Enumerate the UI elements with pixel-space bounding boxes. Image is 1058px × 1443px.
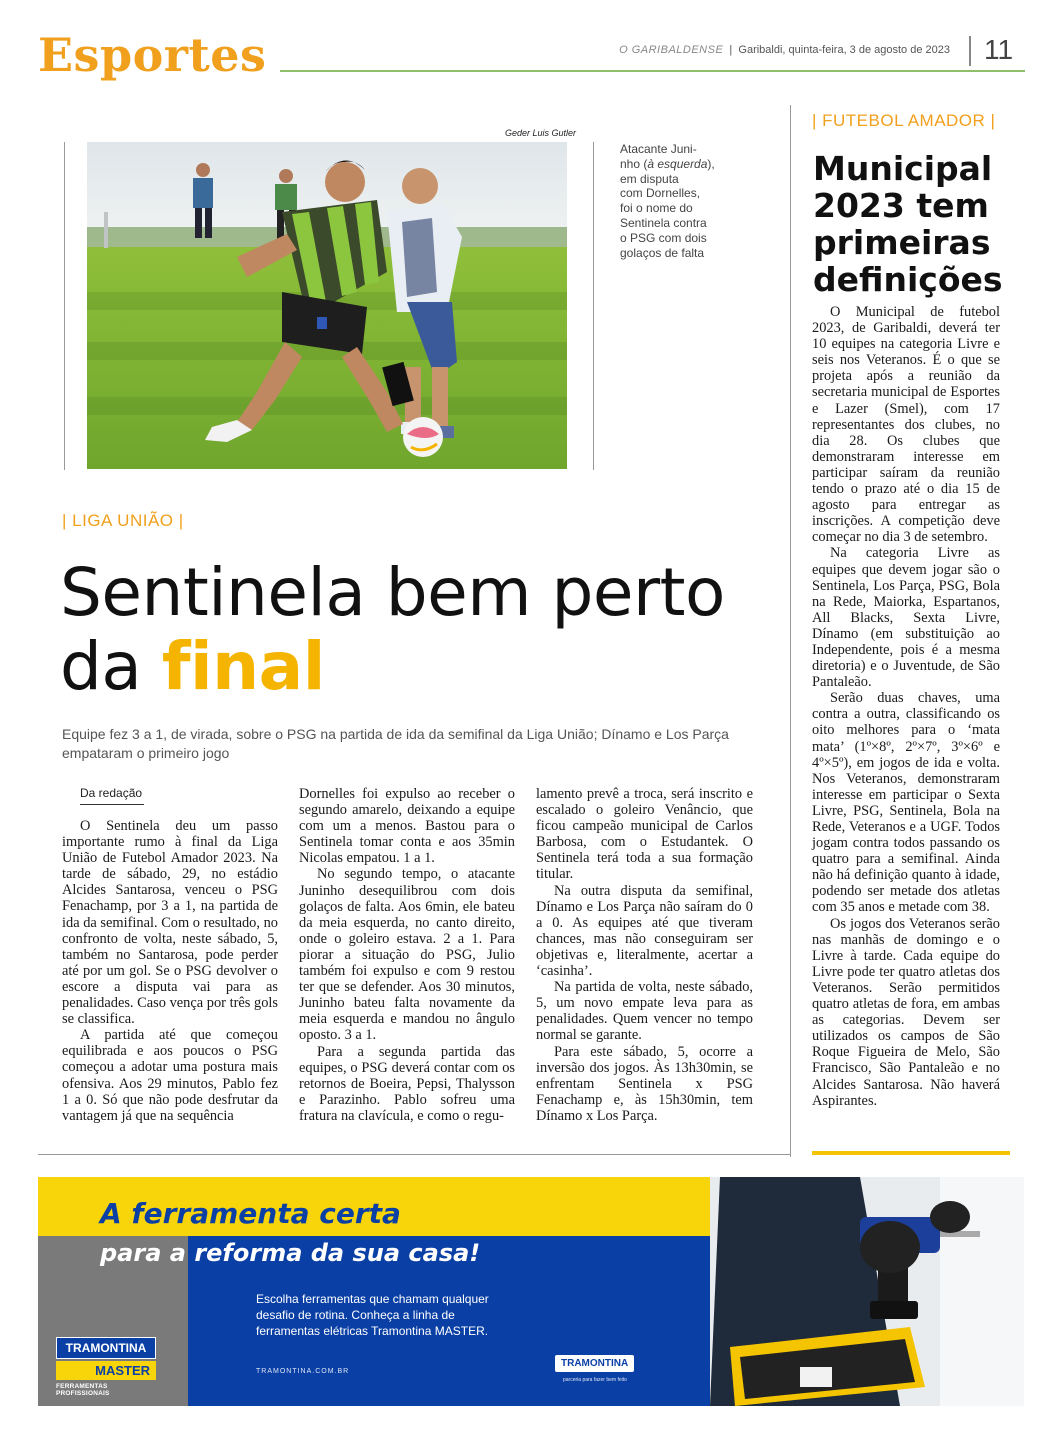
dateline: Garibaldi, quinta-feira, 3 de agosto de 2023: [738, 44, 950, 56]
page-number: 11: [984, 34, 1014, 65]
paragraph: No segundo tempo, o atacante Juninho desequilibrou com dois golaços de falta. Aos 6min, ele bateu da meia esquerda, no canto direito, onde o goleiro estava. 2 a 1. Para piorar a situação do PSG, Julio também foi expulso e com 9 restou ter que se defender. Aos 30 minutos, Juninho bateu falta novamente da meia esquerda e mandou no ângulo oposto. 3 a 1.: [299, 866, 515, 1044]
byline: Da redação: [80, 786, 143, 800]
section-title: Esportes: [38, 28, 267, 82]
article-subhead: Equipe fez 3 a 1, de virada, sobre o PSG na partida de ida da semifinal da Liga União; Dínamo e Los Parça empataram o primeiro jogo: [62, 726, 729, 761]
photo-frame-right: [593, 142, 594, 470]
headline-highlight: final: [161, 628, 325, 705]
caption-text-6: foi o nome do: [620, 201, 693, 216]
article-bottom-rule: [38, 1154, 790, 1155]
ad-headline-2: para a reforma da sua casa!: [100, 1239, 481, 1267]
paragraph: A partida até que começou equilibrada e aos poucos o PSG começou a adotar uma postura mais ofensiva. Aos 29 minutos, Pablo fez 1 a 0. Só que não pode desfrutar da vantagem já que na sequência: [62, 1027, 278, 1124]
meta-separator: |: [726, 44, 739, 56]
photo-caption: [620, 142, 720, 260]
tramontina-advertisement[interactable]: [38, 1177, 1024, 1406]
newspaper-name: O GARIBALDENSE: [619, 44, 724, 56]
sidebar-headline: [813, 150, 1003, 298]
caption-text-1: Atacante Juni-: [620, 142, 697, 156]
logo-master: MASTER: [56, 1361, 156, 1380]
caption-text-2: nho (: [620, 156, 648, 171]
sidebar-headline-line: primeiras: [813, 223, 991, 262]
paragraph: Para este sábado, 5, ocorre a inversão dos jogos. Às 13h30min, se enfrentam Sentinela x PSG Fenachamp e, às 15h30min, tem Dínamo x Los Parça.: [536, 1043, 753, 1124]
logo-subtitle: FERRAMENTAS PROFISSIONAIS: [56, 1383, 110, 1397]
sidebar-headline-line: definições: [813, 260, 1003, 299]
caption-text-5: com Dornelles,: [620, 186, 701, 201]
caption-text-8: o PSG com dois: [620, 230, 707, 245]
sidebar-headline-line: Municipal: [813, 149, 993, 188]
paragraph: Na partida de volta, neste sábado, 5, um novo empate leva para as penalidades. Quem vencer no tempo normal se garante.: [536, 979, 753, 1044]
headline-line-1: Sentinela bem perto: [60, 554, 725, 631]
photo-frame-left: [64, 142, 65, 470]
header-meta: [619, 44, 950, 56]
caption-text-4: em disputa: [620, 171, 679, 186]
paragraph: Na categoria Livre as equipes que devem jogar são o Sentinela, Los Parça, PSG, Bola na Rede, Maiorka, Espartanos, All Blacks, Sexta Livre, Dínamo (em substituição ao Independente, pois é a mesma diretoria) e o Juventude, de São Pantaleão.: [812, 545, 1000, 691]
article-headline: [60, 556, 725, 704]
byline-rule: [80, 804, 144, 805]
caption-text-italic: à esquerda: [647, 156, 708, 171]
header-rule: [280, 70, 1025, 72]
caption-text-7: Sentinela contra: [620, 215, 707, 230]
ad-url[interactable]: TRAMONTINA.COM.BR: [256, 1368, 350, 1375]
drill-worker-photo: [710, 1177, 1024, 1406]
column-divider: [790, 105, 791, 1157]
sidebar-headline-line: 2023 tem: [813, 186, 989, 225]
headline-line-2: [60, 630, 725, 704]
ad-headline-1: A ferramenta certa: [100, 1197, 401, 1230]
article-column-3: [536, 786, 753, 1124]
photo-credit: Geder Luis Gutler: [505, 128, 577, 138]
sidebar-kicker: | FUTEBOL AMADOR |: [812, 111, 996, 130]
paragraph: O Sentinela deu um passo importante rumo à final da Liga União de Futebol Amador 2023. Na tarde de sábado, 29, no estádio Alcides Santarosa, venceu o PSG Fenachamp, por 3 a 1, na partida de ida da semifinal. Com o resultado, no confronto de volta, neste sábado, 5, também no Santarosa, pode perder até por um gol. Se o PSG devolver o escore a disputa vai para as penalidades. Caso vença por três gols se classifica.: [62, 818, 278, 1028]
tramontina-master-logo: [56, 1337, 156, 1397]
caption-text-9: golaços de falta: [620, 245, 705, 260]
tramontina-tagline: parceria para fazer bem feito: [563, 1377, 627, 1383]
paragraph: Na outra disputa da semifinal, Dínamo e Los Parça não saíram do 0 a 0. As equipes até que tiveram chances, mas não conseguiram ser objetivas e, literalmente, acertar a ‘casinha’.: [536, 882, 753, 980]
paragraph: Para a segunda partida das equipes, o PSG deverá contar com os retornos de Boeira, Pepsi, Thalysson e Parazinho. Pablo sofreu uma fratura na clavícula, e como o regu-: [299, 1043, 515, 1124]
article-column-1: [62, 818, 278, 1124]
paragraph: O Municipal de futebol 2023, de Garibaldi, deverá ter 10 equipes na categoria Livre e seis nos Veteranos. É o que se projeta após a reunião da secretaria municipal de Esportes e Lazer (Smel), com 17 representantes dos clubes, no dia 28. Os clubes que demonstraram interesse em participar saíram da reunião tendo o prazo até o dia 15 de agosto para entregar as inscrições. A competição deve começar no dia 3 de setembro.: [812, 304, 1000, 546]
headline-plain: da: [60, 628, 162, 705]
paragraph: Dornelles foi expulso ao receber o segundo amarelo, deixando a equipe com um a menos. Bastou para o Sentinela tomar conta e aos 35min Nicolas empatou. 1 a 1.: [299, 786, 515, 867]
match-photo: [87, 142, 567, 469]
paragraph: Os jogos dos Veteranos serão nas manhãs de domingo e o Livre à tarde. Cada equipe do Livre pode ter quatro atletas dos Veteranos. Serão permitidos quatro atletas de fora, em ambas as categorias. Devem ser utilizados os campos de São Roque Figueira de Melo, São Francisco, São Pantaleão e no Alcides Santarosa. Não haverá Aspirantes.: [812, 915, 1000, 1109]
sidebar-column: [812, 304, 1000, 1109]
sidebar-bottom-rule: [812, 1151, 1010, 1155]
page-number-divider: [969, 36, 971, 66]
article-column-2: [299, 786, 515, 1124]
tramontina-logo: TRAMONTINA: [555, 1355, 634, 1372]
paragraph: lamento prevê a troca, será inscrito e escalado o goleiro Venâncio, que ficou campeão municipal de Carlos Barbosa, com o Estudantek. O Sentinela terá toda a sua formação titular.: [536, 786, 753, 883]
ad-body-text: Escolha ferramentas que chamam qualquer desafio de rotina. Conheça a linha de ferramentas elétricas Tramontina MASTER.: [256, 1292, 489, 1338]
logo-brand: TRAMONTINA: [56, 1337, 156, 1359]
caption-text-3: ),: [707, 156, 715, 171]
paragraph: Serão duas chaves, uma contra a outra, classificando os oito melhores para o ‘mata mata’ (1º×8º, 2º×7º, 3º×6º e 4º×5º), em jogos de ida e volta. Nos Veteranos, demonstraram interesse em participar o Sexta Livre, PSG, Sentinela, Bola na Rede, Veteranos e a UGF. Todos jogam contra todos passando os quatro para a semifinal. Ainda não há definição quanto à idade, podendo ser metade dos atletas com 35 anos e metade com 38.: [812, 690, 1000, 916]
article-kicker: | LIGA UNIÃO |: [62, 511, 184, 530]
